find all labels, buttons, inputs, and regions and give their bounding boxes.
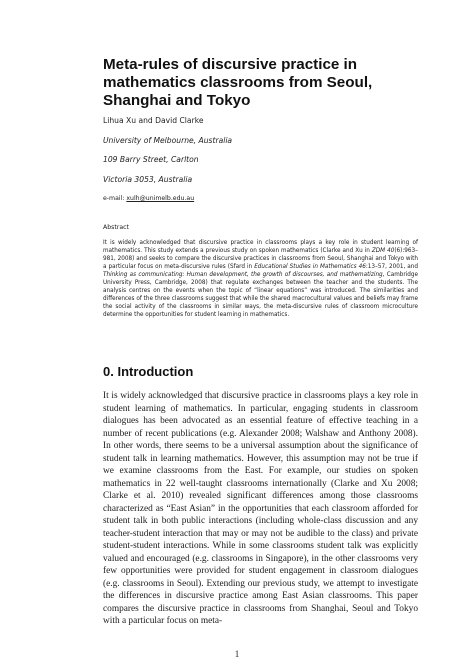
section-heading: 0. Introduction <box>103 364 194 379</box>
abstract-part-4: , Cambridge University Press, Cambridge, 2008) that regulate exchanges between the teacher and the students. The analysis centres on the events when the topic of “linear equations” was introduced. The similarities and differences of the three classrooms suggest that while the shared macrocultural values and beliefs may frame the social activity of the classrooms in similar ways, the meta-discursive rules of classroom microculture determine the opportunities for student learning in mathematics. <box>103 272 418 319</box>
abstract-heading: Abstract <box>103 224 129 231</box>
abstract-italic-1: ZDM 40 <box>371 248 395 255</box>
affiliation-university: University of Melbourne, Australia <box>103 136 233 145</box>
abstract-part-1: It is widely acknowledged that discursive practice in classrooms plays a key role in student learning of mathematics. This study extends a previous study on spoken mathematics (Clarke and Xu in <box>103 240 418 255</box>
email-link[interactable]: xulh@unimelb.edu.au <box>126 195 195 202</box>
abstract-italic-2: Educational Studies in Mathematics 46 <box>254 264 366 271</box>
email-label: e-mail: <box>103 195 127 202</box>
introduction-body: It is widely acknowledged that discursive practice in classrooms plays a key role in student learning of mathematics. In particular, engaging students in classroom dialogues has been advocated as an essential feature of effective teaching in a number of recent publications (e.g. Alexander 2008; Walshaw and Anthony 2008). In other words, there seems to be a universal assumption about the significance of student talk in learning mathematics. However, this assumption may not be true if we examine classrooms from the East. For example, our studies on spoken mathematics in 22 well-taught classrooms internationally (Clarke and Xu 2008; Clarke et al. 2010) revealed significant differences among those classrooms characterized as “East Asian” in the opportunities that each classroom afforded for student talk in both public interactions (including whole-class discussion and any teacher-student interaction that may or may not be audible to the class) and private student-student interactions. While in some classrooms student talk was explicitly valued and encouraged (e.g. classrooms in Singapore), in the other classrooms very few opportunities were provided for student engagement in classroom dialogues (e.g. classrooms in Seoul). Extending our previous study, we attempt to investigate the differences in discursive practice among East Asian classrooms. This paper compares the discursive practice in classrooms from Shanghai, Seoul and Tokyo with a particular focus on meta- <box>103 391 418 626</box>
affiliation-city: Victoria 3053, Australia <box>103 175 193 184</box>
affiliation-street: 109 Barry Street, Carlton <box>103 155 199 164</box>
abstract-italic-3: Thinking as communicating: Human development, the growth of discourses, and mathematizing <box>103 272 383 279</box>
paper-title: Meta-rules of discursive practice in mathematics classrooms from Seoul, Shanghai and Tokyo <box>103 56 373 109</box>
abstract-part-2: (6):963–981, 2008) and seeks to compare the discursive practices in classrooms from Seoul, Shanghai and Tokyo with a particular focus on meta-discursive rules (Sfard in <box>103 248 418 271</box>
abstract-text <box>103 239 418 319</box>
abstract-part-3: :13–57, 2001, and <box>365 264 418 271</box>
author-names: Lihua Xu and David Clarke <box>103 116 204 125</box>
page-number: 1 <box>234 649 240 659</box>
email-line <box>103 195 194 202</box>
